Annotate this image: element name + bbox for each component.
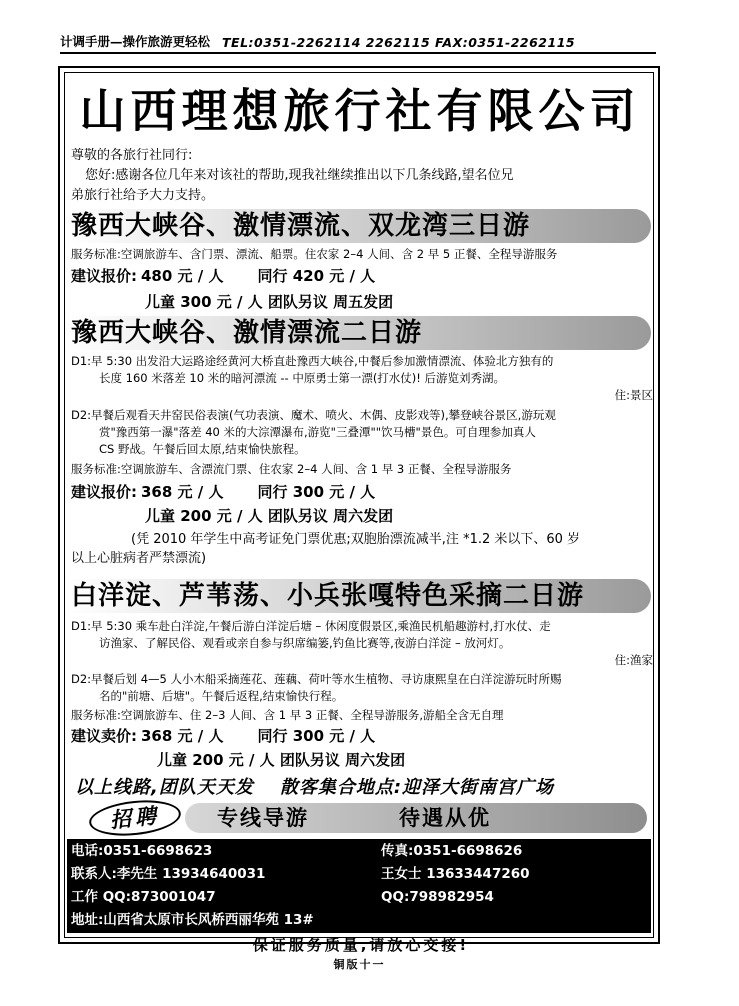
tour3-day2-line1: D2:早餐后划 4—5 人小木船采摘莲花、莲藕、荷叶等水生植物、寻访康熙皇在白洋淀游玩时所赐 [71,672,562,686]
tour2-day1-lodging: 住:景区 [614,388,653,402]
tour1-price-label: 建议报价: [71,267,137,285]
tour3-price-line [71,725,653,747]
tour3-peer-price: 同行 300 元 / 人 [257,727,376,745]
departure-slogan-part2: 散客集合地点:迎泽大街南宫广场 [279,777,555,798]
contact-qq-1: 工作 QQ:873001047 [71,889,216,905]
tour3-day1-lodging: 住:渔家 [614,653,653,667]
tour1-peer-price: 同行 420 元 / 人 [257,267,376,285]
departure-slogan [75,773,655,799]
tour1-price-line [71,265,653,287]
contact-fax: 传真:0351-6698626 [381,843,523,859]
header-slogan: 计调手册—操作旅游更轻松 [60,34,211,49]
intro-line-2: 弟旅行社给予大力支持。 [71,188,215,203]
contact-row-qq [71,887,647,908]
tour2-day1-line2: 长度 160 米落差 10 米的暗河漂流 -- 中原勇士第一漂(打水仗)! 后游览刘秀湖。 [99,371,506,385]
ad-inner-frame [64,72,654,954]
tour3-title: 白洋淀、芦苇荡、小兵张嘎特色采摘二日游 [71,581,585,611]
tour1-service: 服务标准:空调旅游车、含门票、漂流、船票。住农家 2–4 人间、含 2 早 5 正餐、全程导游服务 [71,247,558,261]
contact-person-2: 王女士 13633447260 [381,866,530,882]
tour1-adult-price: 480 元 / 人 [141,267,224,285]
tour2-note-line1: (凭 2010 年学生中高考证免门票优惠;双胞胎漂流减半,注 *1.2 米以下、60 岁 [131,532,581,547]
tour3-day1 [71,618,653,669]
tour2-peer-price: 同行 300 元 / 人 [257,483,376,501]
contact-row-address [71,910,647,931]
recruit-badge: 招聘 [87,796,182,839]
recruit-section [89,801,649,837]
tour2-day2-line2: 赏"豫西第一瀑"落差 40 米的大淙潭瀑布,游览"三叠潭""饮马槽"景色。可自理参加真人 [99,425,536,439]
tour3-service: 服务标准:空调旅游车、住 2–3 人间、含 1 早 3 正餐、全程导游服务,游船全含无自理 [71,708,504,722]
tour3-day2-line2: 名的"前塘、后塘"。午餐后返程,结束愉快行程。 [99,689,344,703]
tour2-note-line2: 以上心脏病者严禁漂流) [71,551,207,566]
service-guarantee: 保证服务质量,请放心交接! [252,936,470,954]
departure-slogan-part1: 以上线路,团队天天发 [75,777,254,798]
company-name: 山西理想旅行社有限公司 [79,84,641,138]
tour2-day2-line1: D2:早餐后观看天井窑民俗表演(气功表演、魔术、喷火、木偶、皮影戏等),攀登峡谷景区,游玩观 [71,408,556,422]
tour3-day1-line1: D1:早 5:30 乘车赴白洋淀,午餐后游白洋淀后塘 – 休闲度假景区,乘渔民机船趣游村,打水仗、走 [71,619,551,633]
intro-line-1: 您好:感谢各位几年来对该社的帮助,现我社继续推出以下几条线路,望名位兄 [85,168,514,183]
tour2-day1-line1: D1:早 5:30 出发沿大运路途经黄河大桥直赴豫西大峡谷,中餐后参加激情漂流、体验北方独有的 [71,354,554,368]
tour2-day2-line3: CS 野战。午餐后回太原,结束愉快旅程。 [99,442,306,456]
tour2-price-line [71,481,653,503]
contact-person-1: 联系人:李先生 13934640031 [71,866,266,882]
tour2-price-label: 建议报价: [71,483,137,501]
tour3-day1-line2: 访渔家、了解民俗、观看或亲自参与织席编篓,钓鱼比赛等,夜游白洋淀 – 放河灯。 [99,636,511,650]
recruit-job: 专线导游 [217,806,309,830]
tour2-day2 [71,407,653,458]
header-phones: TEL:0351-2262114 2262115 FAX:0351-2262115 [222,35,576,50]
intro-salutation: 尊敬的各旅行社同行: [71,148,193,163]
tour2-note [71,530,653,568]
tour3-child-line: 儿童 200 元 / 人 团队另议 周六发团 [157,751,406,769]
contact-block [67,839,651,933]
tour3-day2 [71,671,653,705]
ad-frame [58,66,660,954]
contact-phone: 电话:0351-6698623 [71,843,213,859]
tour2-adult-price: 368 元 / 人 [141,483,224,501]
contact-address: 地址:山西省太原市长风桥西丽华苑 13# [71,912,314,928]
tour2-service: 服务标准:空调旅游车、含漂流门票、住农家 2–4 人间、含 1 早 3 正餐、全程导游服务 [71,462,512,476]
page-footer: 铜版十一 [333,958,386,971]
tour2-child-line: 儿童 200 元 / 人 团队另议 周六发团 [145,507,394,525]
tour2-title: 豫西大峡谷、激情漂流二日游 [71,318,423,348]
intro-text [71,146,653,206]
contact-row-person [71,864,647,885]
recruit-pay: 待遇从优 [399,806,491,830]
tour2-day1 [71,353,653,404]
contact-row-phone [71,841,647,862]
tour1-child-line: 儿童 300 元 / 人 团队另议 周五发团 [145,293,394,311]
tour3-price-label: 建议卖价: [71,727,137,745]
tour3-adult-price: 368 元 / 人 [141,727,224,745]
contact-qq-2: QQ:798982954 [381,889,494,905]
tour1-title: 豫西大峡谷、激情漂流、双龙湾三日游 [71,211,531,241]
page-header [60,30,656,54]
